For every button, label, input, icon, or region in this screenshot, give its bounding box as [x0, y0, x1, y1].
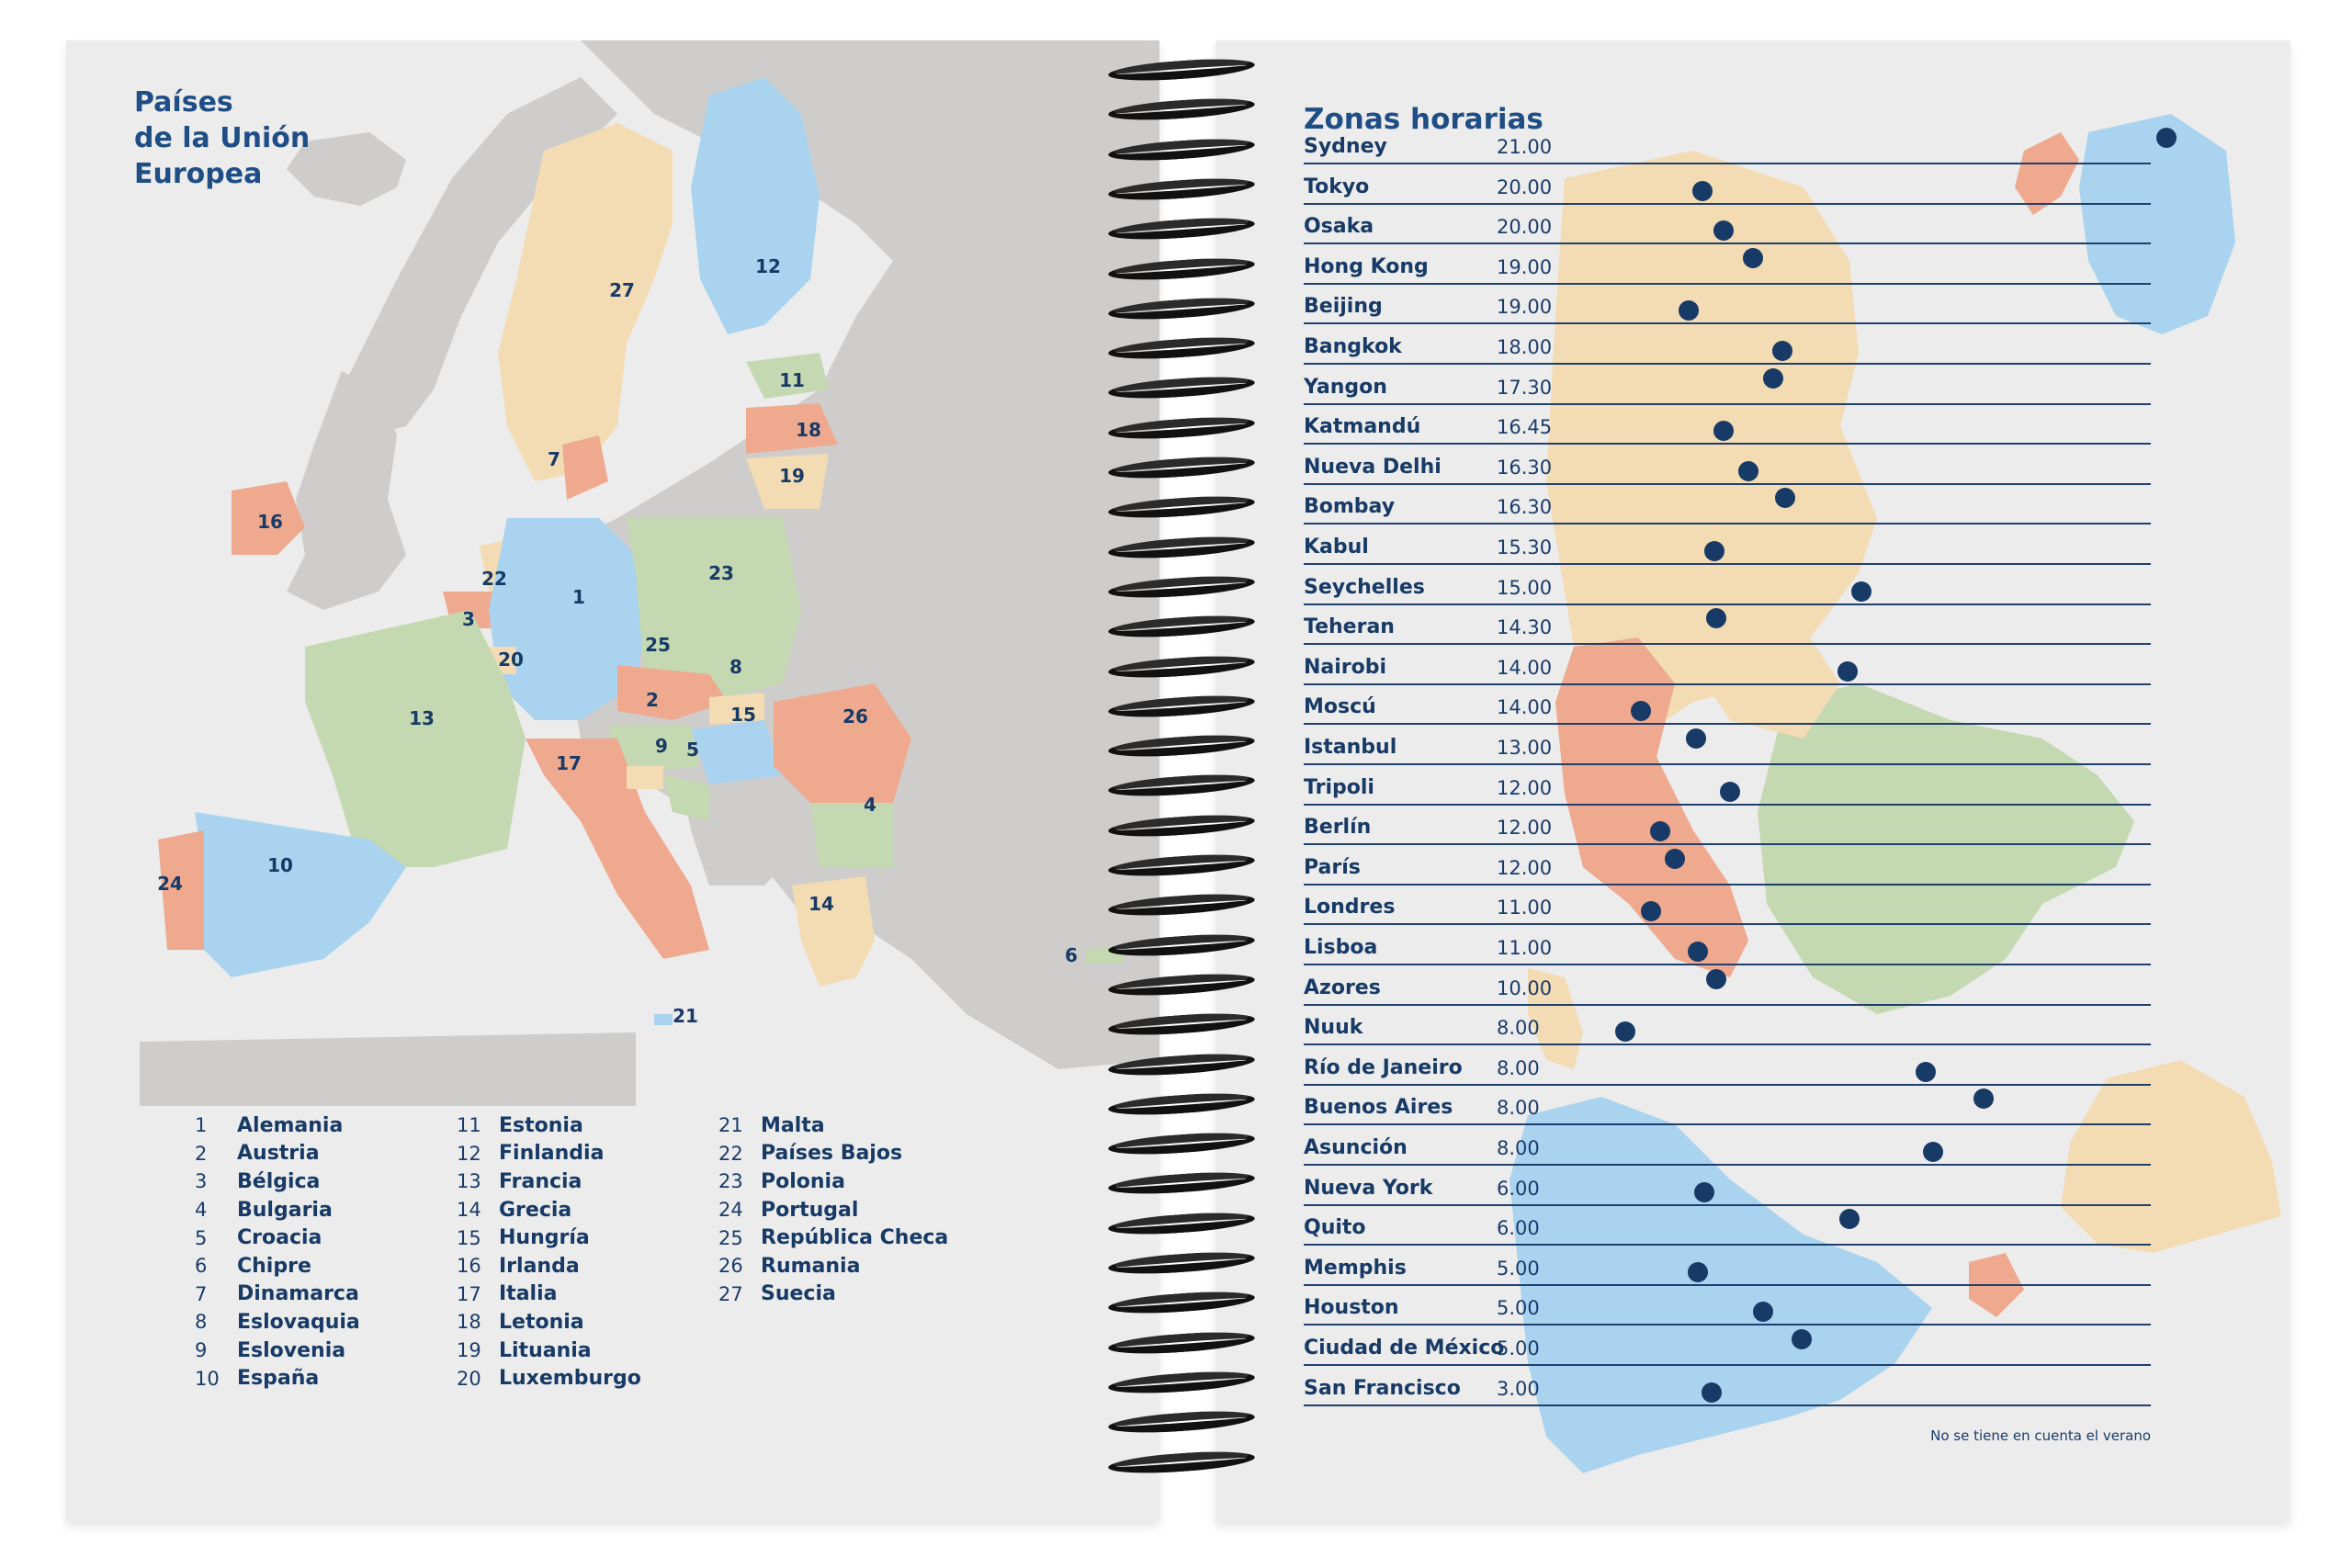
time-zone-time: 21.00 — [1497, 136, 1553, 158]
time-zone-city: Memphis — [1304, 1256, 1407, 1280]
spiral-coil — [1107, 613, 1255, 641]
time-zone-city: Nuuk — [1304, 1016, 1363, 1040]
time-zone-city: Hong Kong — [1304, 254, 1429, 278]
legend-country: Eslovaquia — [237, 1310, 360, 1334]
legend-number: 19 — [457, 1339, 481, 1362]
spiral-coil — [1107, 96, 1255, 124]
legend-country: Rumania — [761, 1254, 861, 1278]
time-zone-row — [1304, 1245, 2151, 1286]
legend-item — [195, 1196, 360, 1224]
legend-number: 9 — [195, 1339, 208, 1362]
legend-number: 24 — [718, 1199, 743, 1222]
time-zone-time: 8.00 — [1497, 1137, 1540, 1159]
spiral-coil — [1107, 493, 1255, 522]
time-zone-city: Sydney — [1304, 135, 1387, 158]
legend-item — [195, 1280, 360, 1309]
time-zone-row — [1304, 844, 2151, 886]
legend-item — [718, 1168, 948, 1196]
spiral-coil — [1107, 1448, 1255, 1476]
time-zones-note: No se tiene en cuenta el verano — [1930, 1427, 2151, 1444]
left-page — [66, 40, 1159, 1521]
legend-item — [718, 1196, 948, 1224]
legend-country: Suecia — [761, 1282, 836, 1306]
map-label: 16 — [257, 511, 283, 533]
map-land-africa — [140, 1032, 636, 1106]
time-zone-row — [1304, 1204, 2151, 1246]
legend-item — [718, 1252, 948, 1280]
legend-number: 27 — [718, 1282, 743, 1305]
time-zone-city: París — [1304, 855, 1361, 879]
time-zone-row — [1304, 1004, 2151, 1045]
legend-number: 22 — [718, 1142, 743, 1165]
legend-item — [195, 1337, 360, 1365]
map-label: 7 — [548, 448, 560, 470]
legend-item — [195, 1168, 360, 1196]
map-label: 17 — [556, 752, 582, 774]
time-zone-row — [1304, 164, 2151, 205]
city-location-dot — [1704, 541, 1724, 561]
legend-item — [457, 1196, 641, 1224]
time-zone-city: San Francisco — [1304, 1376, 1461, 1400]
spiral-coil — [1107, 851, 1255, 879]
time-zone-time: 6.00 — [1497, 1217, 1540, 1240]
legend-item — [457, 1111, 641, 1140]
spiral-coil — [1107, 572, 1255, 601]
time-zone-row — [1304, 884, 2151, 925]
time-zone-row — [1304, 1165, 2151, 1206]
time-zone-city: Nairobi — [1304, 655, 1387, 679]
city-location-dot — [1775, 488, 1795, 508]
city-location-dot — [1688, 1262, 1708, 1282]
time-zone-city: Istanbul — [1304, 736, 1397, 759]
time-zone-city: Río de Janeiro — [1304, 1055, 1463, 1079]
map-label: 10 — [267, 854, 293, 876]
time-zone-city: Katmandú — [1304, 415, 1421, 439]
spiral-coil — [1107, 374, 1255, 402]
legend-number: 12 — [457, 1142, 481, 1165]
time-zone-row — [1304, 1365, 2151, 1406]
time-zone-time: 6.00 — [1497, 1177, 1540, 1200]
legend-number: 25 — [718, 1226, 743, 1249]
time-zones-title: Zonas horarias — [1304, 103, 1544, 136]
legend-number: 18 — [457, 1311, 481, 1334]
legend-item — [457, 1280, 641, 1309]
city-location-dot — [1916, 1062, 1936, 1082]
city-location-dot — [1679, 300, 1699, 321]
map-label: 12 — [755, 255, 781, 277]
time-zone-time: 15.00 — [1497, 576, 1553, 599]
map-label: 25 — [645, 634, 671, 656]
time-zone-city: Tokyo — [1304, 175, 1370, 198]
legend-item — [457, 1364, 641, 1393]
legend-item — [457, 1252, 641, 1280]
city-location-dot — [1763, 368, 1783, 389]
city-location-dot — [2156, 128, 2177, 148]
time-zone-row — [1304, 644, 2151, 685]
city-location-dot — [1702, 1382, 1722, 1403]
map-label: 9 — [655, 735, 668, 757]
map-label: 15 — [730, 704, 756, 726]
time-zone-time: 12.00 — [1497, 856, 1553, 879]
right-page — [1216, 40, 2290, 1521]
legend-item — [718, 1111, 948, 1140]
legend-number: 20 — [457, 1367, 481, 1390]
map-country-21 — [654, 1014, 673, 1025]
time-zone-time: 14.30 — [1497, 616, 1553, 639]
legend-column — [195, 1111, 360, 1393]
spiral-coil — [1107, 1368, 1255, 1396]
city-location-dot — [1792, 1329, 1812, 1349]
time-zone-time: 13.00 — [1497, 737, 1553, 759]
time-zone-time: 3.00 — [1497, 1377, 1540, 1400]
spiral-coil — [1107, 175, 1255, 203]
legend-number: 7 — [195, 1282, 208, 1305]
city-location-dot — [1839, 1209, 1860, 1229]
time-zone-time: 10.00 — [1497, 976, 1553, 999]
city-location-dot — [1838, 661, 1858, 682]
spiral-coil — [1107, 1130, 1255, 1158]
legend-country: Dinamarca — [237, 1282, 359, 1306]
time-zone-row — [1304, 924, 2151, 965]
legend-item — [718, 1224, 948, 1252]
spiral-coil — [1107, 135, 1255, 164]
spiral-coil — [1107, 254, 1255, 283]
spiral-coil — [1107, 55, 1255, 84]
legend-country: Hungría — [499, 1226, 590, 1250]
time-zone-city: Teheran — [1304, 615, 1395, 639]
spiral-coil — [1107, 334, 1255, 363]
legend-number: 8 — [195, 1311, 208, 1334]
map-country-12 — [691, 77, 820, 334]
spiral-coil — [1107, 772, 1255, 800]
time-zone-row — [1304, 1124, 2151, 1166]
map-label: 14 — [808, 893, 834, 915]
time-zone-city: Berlín — [1304, 816, 1372, 840]
time-zone-city: Yangon — [1304, 375, 1387, 399]
legend-number: 21 — [718, 1114, 743, 1137]
city-location-dot — [1753, 1302, 1773, 1322]
time-zone-row — [1304, 364, 2151, 405]
time-zone-time: 14.00 — [1497, 696, 1553, 719]
time-zone-city: Buenos Aires — [1304, 1096, 1453, 1120]
time-zone-row — [1304, 1325, 2151, 1366]
legend-number: 2 — [195, 1142, 208, 1165]
legend-number: 3 — [195, 1170, 208, 1193]
time-zone-time: 18.00 — [1497, 336, 1553, 358]
legend-country: Eslovenia — [237, 1338, 346, 1362]
time-zone-row — [1304, 123, 2151, 164]
time-zone-city: Moscú — [1304, 695, 1376, 719]
legend-number: 15 — [457, 1226, 481, 1249]
city-location-dot — [1694, 1182, 1714, 1202]
legend-number: 17 — [457, 1282, 481, 1305]
map-label: 27 — [609, 279, 635, 301]
map-country-4 — [810, 803, 893, 867]
spiral-coil — [1107, 1328, 1255, 1357]
time-zone-time: 17.30 — [1497, 376, 1553, 399]
map-label: 11 — [779, 369, 805, 391]
time-zone-time: 8.00 — [1497, 1056, 1540, 1079]
legend-country: República Checa — [761, 1226, 949, 1250]
legend-column — [718, 1111, 948, 1308]
time-zone-row — [1304, 804, 2151, 845]
legend-country: Portugal — [761, 1198, 859, 1222]
time-zone-time: 19.00 — [1497, 255, 1553, 278]
legend-country: Bélgica — [237, 1169, 321, 1193]
time-zone-time: 8.00 — [1497, 1097, 1540, 1120]
map-label: 22 — [481, 568, 507, 590]
map-label: 23 — [708, 562, 734, 584]
legend-country: Chipre — [237, 1254, 311, 1278]
legend-item — [457, 1337, 641, 1365]
legend-country: Bulgaria — [237, 1198, 333, 1222]
time-zone-row — [1304, 1044, 2151, 1086]
legend-item — [195, 1364, 360, 1393]
map-label: 21 — [673, 1005, 698, 1027]
legend-number: 11 — [457, 1114, 481, 1137]
legend-number: 4 — [195, 1199, 208, 1222]
city-location-dot — [1686, 728, 1706, 749]
time-zone-row — [1304, 724, 2151, 765]
legend-item — [457, 1168, 641, 1196]
spiral-coil — [1107, 1169, 1255, 1198]
spiral-coil — [1107, 1209, 1255, 1237]
city-location-dot — [1706, 969, 1726, 989]
map-label: 13 — [409, 707, 435, 729]
legend-item — [457, 1308, 641, 1337]
spiral-coil — [1107, 652, 1255, 681]
time-zone-city: Lisboa — [1304, 936, 1378, 959]
time-zone-time: 20.00 — [1497, 216, 1553, 239]
legend-country: Malta — [761, 1113, 825, 1137]
city-location-dot — [1650, 821, 1670, 841]
legend-number: 6 — [195, 1255, 208, 1278]
legend-number: 1 — [195, 1114, 208, 1137]
spiral-coil — [1107, 1050, 1255, 1078]
time-zone-city: Nueva Delhi — [1304, 455, 1442, 479]
spiral-coil — [1107, 215, 1255, 243]
spiral-coil — [1107, 891, 1255, 919]
spiral-coil — [1107, 732, 1255, 761]
time-zone-city: Azores — [1304, 976, 1381, 999]
city-location-dot — [1615, 1021, 1635, 1042]
map-label: 1 — [572, 586, 585, 608]
time-zone-row — [1304, 604, 2151, 645]
time-zone-row — [1304, 483, 2151, 525]
time-zone-time: 16.30 — [1497, 496, 1553, 519]
spiral-coil — [1107, 453, 1255, 481]
legend-country: Italia — [499, 1282, 558, 1306]
time-zone-city: Londres — [1304, 896, 1396, 919]
legend-country: Países Bajos — [761, 1142, 903, 1166]
map-label: 20 — [498, 649, 524, 671]
time-zone-time: 16.30 — [1497, 456, 1553, 479]
time-zone-row — [1304, 323, 2151, 365]
time-zone-city: Bombay — [1304, 495, 1396, 519]
city-location-dot — [1641, 901, 1661, 921]
map-label: 19 — [779, 465, 805, 487]
legend-country: Polonia — [761, 1169, 845, 1193]
spiral-coil — [1107, 413, 1255, 442]
legend-country: Austria — [237, 1142, 320, 1166]
legend-item — [195, 1252, 360, 1280]
spiral-coil — [1107, 294, 1255, 322]
map-label: 5 — [686, 739, 699, 761]
city-location-dot — [1973, 1089, 1994, 1109]
time-zone-time: 12.00 — [1497, 817, 1553, 840]
map-label: 3 — [462, 608, 475, 630]
legend-country: Estonia — [499, 1113, 583, 1137]
time-zone-row — [1304, 564, 2151, 605]
time-zone-time: 5.00 — [1497, 1297, 1540, 1320]
city-location-dot — [1665, 849, 1685, 869]
legend-country: Letonia — [499, 1310, 584, 1334]
map-label: 8 — [729, 656, 742, 678]
legend-country: Lituania — [499, 1338, 592, 1362]
time-zone-time: 8.00 — [1497, 1017, 1540, 1040]
eu-map-title — [134, 85, 410, 192]
time-zone-time: 15.30 — [1497, 536, 1553, 558]
city-location-dot — [1772, 341, 1792, 361]
city-location-dot — [1851, 581, 1871, 602]
spiral-coil — [1107, 692, 1255, 720]
map-label: 6 — [1065, 944, 1078, 966]
map-label: 4 — [864, 794, 876, 816]
legend-number: 5 — [195, 1226, 208, 1249]
legend-number: 26 — [718, 1255, 743, 1278]
time-zone-time: 20.00 — [1497, 175, 1553, 198]
legend-country: España — [237, 1367, 320, 1391]
map-label: 26 — [842, 705, 868, 728]
time-zone-row — [1304, 243, 2151, 285]
legend-country: Alemania — [237, 1113, 344, 1137]
legend-number: 10 — [195, 1367, 220, 1390]
spiral-coil — [1107, 1248, 1255, 1277]
spiral-coil — [1107, 811, 1255, 840]
time-zone-time: 11.00 — [1497, 897, 1553, 919]
city-location-dot — [1923, 1142, 1943, 1162]
legend-number: 23 — [718, 1170, 743, 1193]
time-zone-city: Asunción — [1304, 1136, 1408, 1159]
legend-country: Francia — [499, 1169, 582, 1193]
time-zone-city: Seychelles — [1304, 575, 1425, 599]
city-location-dot — [1713, 220, 1734, 241]
spiral-coil — [1107, 533, 1255, 561]
eu-title-line: Europea — [134, 158, 263, 190]
city-location-dot — [1706, 608, 1726, 628]
legend-column — [457, 1111, 641, 1393]
time-zone-city: Beijing — [1304, 295, 1383, 319]
city-location-dot — [1631, 701, 1651, 721]
city-location-dot — [1743, 248, 1763, 268]
map-label: 2 — [646, 689, 659, 711]
time-zone-city: Kabul — [1304, 536, 1369, 558]
time-zone-time: 19.00 — [1497, 296, 1553, 319]
spiral-coil — [1107, 1089, 1255, 1118]
legend-item — [457, 1224, 641, 1252]
city-location-dot — [1688, 942, 1708, 962]
time-zone-row — [1304, 683, 2151, 725]
legend-item — [718, 1140, 948, 1168]
time-zone-time: 5.00 — [1497, 1337, 1540, 1359]
eu-title-line: Países — [134, 86, 233, 118]
time-zone-city: Houston — [1304, 1296, 1399, 1320]
time-zone-time: 12.00 — [1497, 776, 1553, 799]
spiral-coil — [1107, 1408, 1255, 1437]
legend-item — [457, 1140, 641, 1168]
spiral-coil — [1107, 1010, 1255, 1039]
legend-number: 14 — [457, 1199, 481, 1222]
city-location-dot — [1720, 782, 1740, 802]
time-zone-time: 16.45 — [1497, 416, 1553, 439]
legend-item — [718, 1280, 948, 1309]
legend-country: Irlanda — [499, 1254, 580, 1278]
time-zone-city: Ciudad de México — [1304, 1337, 1505, 1359]
time-zone-row — [1304, 444, 2151, 485]
legend-country: Croacia — [237, 1226, 322, 1250]
time-zone-row — [1304, 524, 2151, 565]
legend-item — [195, 1140, 360, 1168]
legend-item — [195, 1308, 360, 1337]
time-zone-city: Quito — [1304, 1216, 1366, 1240]
time-zone-time: 11.00 — [1497, 937, 1553, 959]
legend-country: Grecia — [499, 1198, 572, 1222]
spiral-coil — [1107, 1289, 1255, 1317]
time-zone-city: Bangkok — [1304, 335, 1402, 358]
time-zone-row — [1304, 964, 2151, 1006]
map-label: 24 — [157, 873, 183, 895]
time-zone-time: 5.00 — [1497, 1257, 1540, 1280]
time-zone-row — [1304, 1084, 2151, 1125]
legend-item — [195, 1224, 360, 1252]
legend-country: Finlandia — [499, 1142, 605, 1166]
map-label: 18 — [796, 419, 821, 441]
spiral-coil — [1107, 931, 1255, 959]
time-zone-time: 14.00 — [1497, 656, 1553, 679]
city-location-dot — [1692, 181, 1713, 201]
spiral-coil — [1107, 970, 1255, 998]
map-country-9 — [627, 766, 663, 789]
city-location-dot — [1738, 461, 1758, 481]
time-zone-row — [1304, 1284, 2151, 1325]
time-zone-city: Tripoli — [1304, 775, 1374, 799]
eu-title-line: de la Unión — [134, 122, 311, 154]
legend-item — [195, 1111, 360, 1140]
time-zone-city: Nueva York — [1304, 1176, 1433, 1200]
city-location-dot — [1713, 421, 1734, 441]
time-zone-city: Osaka — [1304, 215, 1374, 239]
legend-number: 16 — [457, 1255, 481, 1278]
legend-number: 13 — [457, 1170, 481, 1193]
spiral-binding — [1108, 61, 1262, 1494]
legend-country: Luxemburgo — [499, 1367, 641, 1391]
time-zone-row — [1304, 283, 2151, 324]
